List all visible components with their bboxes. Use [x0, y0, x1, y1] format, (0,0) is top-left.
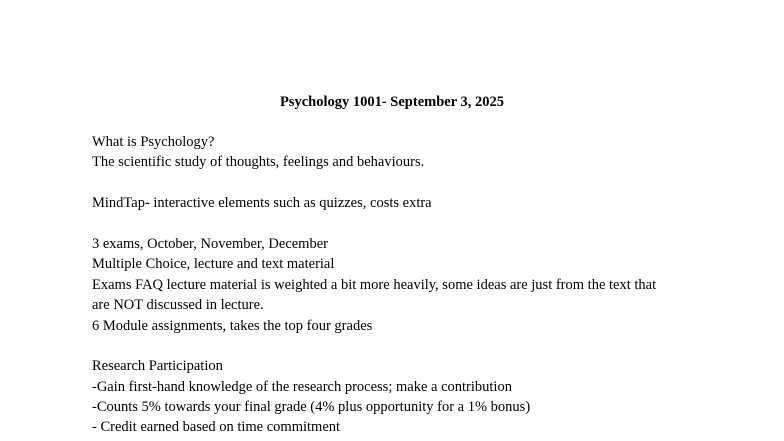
- blank-line: [92, 214, 712, 234]
- text-line: What is Psychology?: [92, 134, 215, 150]
- text-line: - Credit earned based on time commitment: [92, 419, 341, 436]
- blank-line: [92, 336, 712, 356]
- text-line: are NOT discussed in lecture.: [92, 297, 264, 314]
- text-line: 6 Module assignments, takes the top four grades: [92, 317, 373, 334]
- text-line: -Gain first-hand knowledge of the research process; make a contribution: [92, 378, 512, 395]
- text-line: 3 exams, October, November, December: [92, 235, 328, 252]
- text-line: Multiple Choice, lecture and text material: [92, 256, 335, 273]
- text-line: Exams FAQ lecture material is weighted a bit more heavily, some ideas are just from the text that: [92, 276, 657, 293]
- text-line: The scientific study of thoughts, feelings and behaviours.: [92, 154, 425, 171]
- document-title: Psychology 1001- September 3, 2025: [279, 94, 505, 110]
- text-line: MindTap- interactive elements such as quizzes, costs extra: [92, 195, 432, 212]
- blank-line: [92, 173, 712, 193]
- text-line: -Counts 5% towards your final grade (4% plus opportunity for a 1% bonus): [92, 399, 531, 416]
- document-body: [92, 132, 712, 438]
- section-heading: Research Participation: [92, 358, 223, 375]
